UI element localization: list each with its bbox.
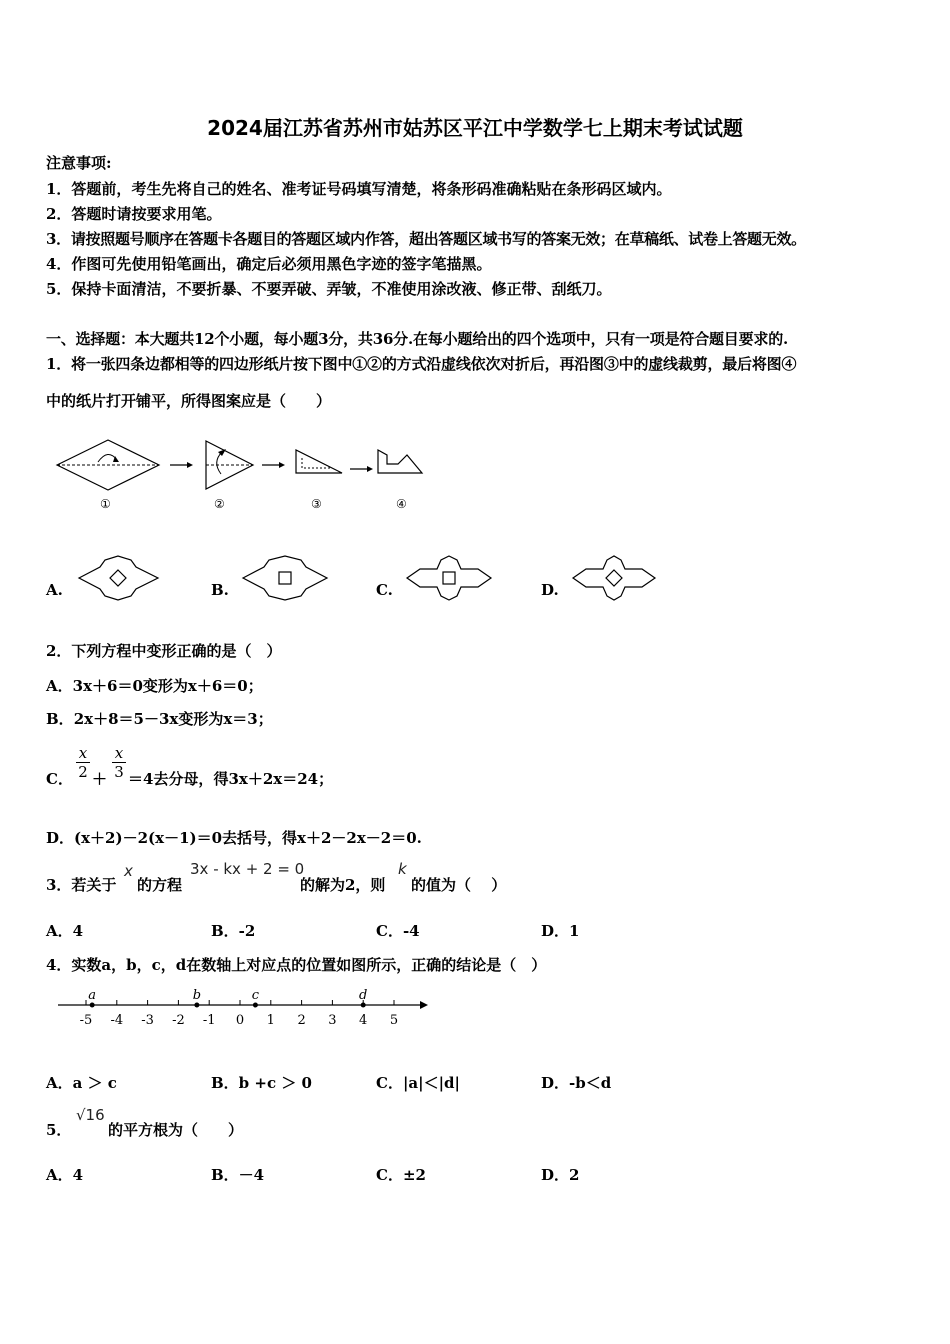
q2-option-c-label: C．	[46, 770, 73, 788]
point-a	[90, 1003, 95, 1008]
q3-post2: 的值为（ ）	[411, 876, 507, 894]
point-c	[253, 1003, 258, 1008]
q3-post1: 的解为2，则	[300, 876, 386, 894]
notice-item-2: 2．答题时请按要求用笔。	[46, 205, 222, 223]
step-label-1: ①	[100, 497, 111, 511]
q3-var-k: k	[398, 860, 407, 878]
q1-option-a-label: A.	[46, 581, 63, 599]
q2-option-d-label: D．	[46, 829, 75, 847]
q3-mid: 的方程	[137, 876, 183, 894]
q2-option-b-text: 2x＋8＝5－3x变形为x＝3；	[73, 710, 273, 728]
q1-option-b-label: B.	[211, 581, 229, 599]
notice-item-4: 4．作图可先使用铅笔画出，确定后必须用黑色字迹的签字笔描黑。	[46, 255, 492, 273]
point-label-b: b	[192, 988, 202, 1003]
q4-option-b: B．b +c ＞ 0	[211, 1074, 312, 1092]
q3-option-c: C．-4	[376, 922, 420, 940]
tick-label: 2	[297, 1013, 306, 1028]
q4-option-a: A．a ＞ c	[46, 1074, 117, 1092]
tick-label: 3	[328, 1013, 337, 1028]
q1-option-d-label: D.	[541, 581, 559, 599]
q4-stem: 4．实数a，b，c，d在数轴上对应点的位置如图所示，正确的结论是（ ）	[46, 956, 547, 974]
q5-pre: 5．	[46, 1121, 72, 1139]
tick-label: 5	[389, 1013, 399, 1028]
number-line-arrow	[420, 1001, 428, 1009]
q3-option-b: B．-2	[211, 922, 256, 940]
q1-stem-line1: 1．将一张四条边都相等的四边形纸片按下图中①②的方式沿虚线依次对折后，再沿图③中的虚线裁剪，最后将图④	[46, 355, 797, 373]
tick-label: 4	[359, 1013, 368, 1028]
q5-option-c: C．±2	[376, 1166, 426, 1184]
notice-item-1: 1．答题前，考生先将自己的姓名、准考证号码填写清楚，将条形码准确粘贴在条形码区域内。	[46, 180, 672, 198]
q1-stem-line2: 中的纸片打开铺平，所得图案应是（ ）	[46, 392, 332, 410]
point-d	[361, 1003, 366, 1008]
q2-c-num2: x	[114, 744, 124, 762]
q4-option-c: C．|a|＜|d|	[376, 1074, 460, 1092]
q2-stem: 2．下列方程中变形正确的是（ ）	[46, 642, 282, 660]
tick-label: 0	[235, 1013, 245, 1028]
q2-option-d-text: (x＋2)－2(x－1)＝0去括号，得x＋2－2x－2＝0.	[74, 829, 422, 847]
notice-item-5: 5．保持卡面清洁，不要折暴、不要弄破、弄皱，不准使用涂改液、修正带、刮纸刀。	[46, 280, 612, 298]
q3-equation: 3x - kx + 2 = 0	[190, 860, 305, 878]
step-label-4: ④	[396, 497, 407, 511]
q3-var-x: x	[124, 862, 133, 880]
notice-heading: 注意事项:	[46, 154, 112, 172]
q5-radical: √16	[76, 1106, 105, 1124]
q3-option-d: D．1	[541, 922, 580, 940]
tick-label: -3	[141, 1013, 154, 1028]
point-label-d: d	[359, 988, 368, 1003]
q5-option-b: B．－4	[211, 1166, 265, 1184]
q2-c-plus: ＋	[92, 770, 108, 788]
q2-c-num1: x	[78, 744, 88, 762]
tick-label: -1	[202, 1013, 216, 1028]
q4-option-d: D．-b＜d	[541, 1074, 612, 1092]
q5-post: 的平方根为（ ）	[108, 1121, 244, 1139]
section-heading: 一、选择题：本大题共12个小题，每小题3分，共36分.在每小题给出的四个选项中，只有一项是符合题目要求的.	[46, 330, 789, 348]
page-title: 2024届江苏省苏州市姑苏区平江中学数学七上期末考试试题	[207, 116, 743, 140]
q2-option-a-text: 3x＋6＝0变形为x＋6＝0；	[72, 677, 263, 695]
step-label-2: ②	[214, 497, 225, 511]
q2-option-a-label: A．	[46, 677, 73, 695]
tick-label: 1	[266, 1013, 275, 1028]
q5-option-d: D．2	[541, 1166, 580, 1184]
step-label-3: ③	[311, 497, 322, 511]
q5-option-a: A．4	[46, 1166, 84, 1184]
tick-label: -4	[110, 1013, 124, 1028]
q2-option-c-text: ＝4去分母，得3x＋2x＝24；	[128, 770, 334, 788]
tick-label: -2	[172, 1013, 185, 1028]
q1-option-c-label: C.	[376, 581, 393, 599]
point-label-a: a	[88, 988, 97, 1003]
point-b	[194, 1003, 199, 1008]
q2-option-b-label: B．	[46, 710, 74, 728]
tick-label: -5	[79, 1013, 93, 1028]
q2-c-den1: 2	[76, 762, 90, 781]
notice-item-3: 3．请按照题号顺序在答题卡各题目的答题区域内作答，超出答题区域书写的答案无效；在草稿纸、试卷上答题无效。	[46, 230, 806, 248]
q3-option-a: A．4	[46, 922, 84, 940]
q2-c-den2: 3	[112, 762, 126, 781]
q3-pre: 3．若关于	[46, 876, 117, 894]
point-label-c: c	[251, 988, 260, 1003]
